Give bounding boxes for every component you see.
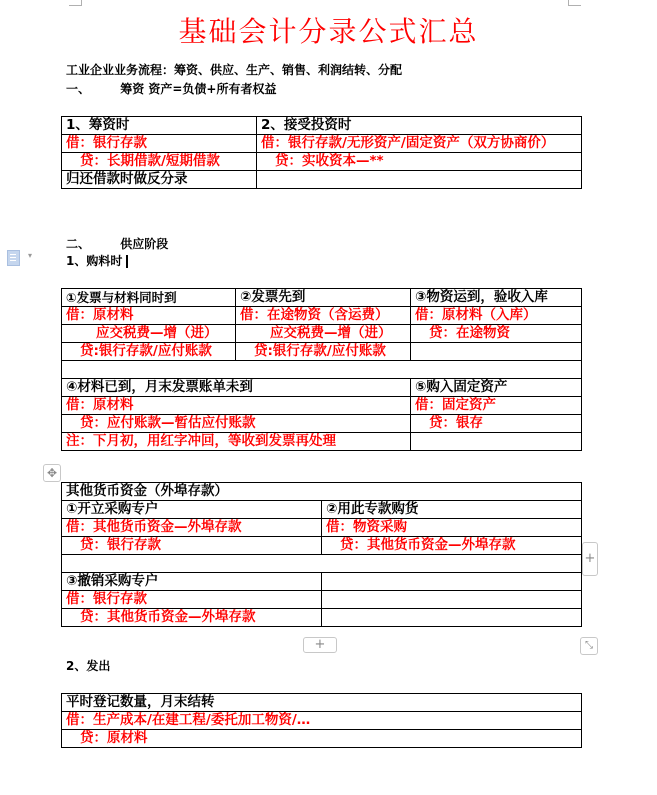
table-row [62, 361, 582, 379]
table-row [62, 153, 582, 171]
table-row [62, 289, 582, 307]
plus-icon: + [314, 637, 326, 652]
table-row [62, 573, 582, 591]
document-icon [7, 250, 20, 266]
table-row [62, 397, 582, 415]
page-corner-top-left [69, 0, 82, 6]
table-cell[interactable]: 贷:银行存款/应付账款 [236, 343, 411, 361]
table-cell[interactable]: 借：银行存款 [62, 591, 322, 609]
table-cell[interactable]: 借：银行存款 [62, 135, 257, 153]
table-cell[interactable]: 借：物资采购 [322, 519, 582, 537]
move-icon: ✥ [46, 466, 58, 480]
table-cell[interactable] [322, 591, 582, 609]
table-resize-handle[interactable] [580, 637, 598, 655]
table-cell[interactable]: 1、筹资时 [62, 117, 257, 135]
sub1-heading [66, 252, 128, 269]
table-row [62, 591, 582, 609]
table-row [62, 433, 582, 451]
table-row [62, 379, 582, 397]
table-row [62, 171, 582, 189]
table-cell[interactable]: 贷：实收资本—** [257, 153, 582, 171]
section1-number: 一、 [66, 82, 91, 96]
table-cell[interactable]: ①发票与材料同时到 [62, 289, 236, 307]
section1-text: 筹资 资产=负债+所有者权益 [120, 82, 277, 96]
table-cell-empty[interactable] [62, 555, 582, 573]
table-cell[interactable]: 贷：银行存款 [62, 537, 322, 555]
table-row [62, 415, 582, 433]
table-cell-empty[interactable] [62, 361, 582, 379]
table-cell[interactable]: 贷：银存 [411, 415, 582, 433]
table-row [62, 135, 582, 153]
issue-table [61, 693, 582, 748]
table-cell[interactable]: 注：下月初，用红字冲回，等收到发票再处理 [62, 433, 411, 451]
table-cell[interactable] [322, 573, 582, 591]
table-cell[interactable]: 借：其他货币资金—外埠存款 [62, 519, 322, 537]
table-cell[interactable]: 借：固定资产 [411, 397, 582, 415]
section2-number: 二、 [66, 237, 91, 251]
plus-icon: + [584, 551, 596, 566]
table-row [62, 730, 582, 748]
table-cell[interactable]: 平时登记数量，月末结转 [62, 694, 582, 712]
table-cell[interactable]: ⑤购入固定资产 [411, 379, 582, 397]
table-cell[interactable]: 贷：在途物资 [411, 325, 582, 343]
table-cell[interactable]: 应交税费—增（进） [62, 325, 236, 343]
text-cursor [126, 255, 128, 268]
table-row [62, 537, 582, 555]
table-cell[interactable]: 归还借款时做反分录 [62, 171, 257, 189]
table-cell[interactable] [411, 343, 582, 361]
sub1-heading-text: 1、购料时 [66, 254, 123, 268]
table-row [62, 307, 582, 325]
table-row [62, 483, 582, 501]
section2-heading [66, 235, 168, 252]
table-cell[interactable]: 贷：原材料 [62, 730, 582, 748]
add-column-button[interactable] [582, 542, 598, 576]
table-cell[interactable]: 借：原材料（入库） [411, 307, 582, 325]
document-title: 基础会计分录公式汇总 [178, 15, 479, 48]
table-cell[interactable]: ②用此专款购货 [322, 501, 582, 519]
table-cell[interactable]: ②发票先到 [236, 289, 411, 307]
section2-text: 供应阶段 [120, 237, 169, 251]
table-cell[interactable] [257, 171, 582, 189]
chevron-down-icon: ▾ [28, 251, 33, 260]
table-cell[interactable] [411, 433, 582, 451]
table-cell[interactable]: ③撤销采购专户 [62, 573, 322, 591]
table-cell[interactable]: 借：银行存款/无形资产/固定资产（双方协商价） [257, 135, 582, 153]
table-cell[interactable] [322, 609, 582, 627]
table-cell[interactable]: 贷:银行存款/应付账款 [62, 343, 236, 361]
page-corner-top-right [568, 0, 581, 6]
table-row [62, 325, 582, 343]
table-move-handle[interactable] [43, 464, 61, 482]
section1-heading [66, 80, 277, 97]
table-cell[interactable]: ④材料已到，月末发票账单未到 [62, 379, 411, 397]
table-row [62, 519, 582, 537]
table-row [62, 555, 582, 573]
table-cell[interactable]: 借：在途物资（含运费） [236, 307, 411, 325]
table-cell[interactable]: ①开立采购专户 [62, 501, 322, 519]
financing-table [61, 116, 582, 189]
sub2-heading: 2、发出 [66, 659, 111, 673]
table-cell[interactable]: 2、接受投资时 [257, 117, 582, 135]
table-cell[interactable]: 贷：其他货币资金—外埠存款 [322, 537, 582, 555]
table-cell[interactable]: 借：生产成本/在建工程/委托加工物资/… [62, 712, 582, 730]
table-row [62, 501, 582, 519]
table-row [62, 694, 582, 712]
add-row-button[interactable] [303, 637, 337, 653]
table-row [62, 712, 582, 730]
resize-icon: ⤡ [585, 640, 593, 651]
table-cell[interactable]: 借：原材料 [62, 307, 236, 325]
table-row [62, 117, 582, 135]
other-funds-table [61, 482, 582, 627]
table-cell[interactable]: 贷：长期借款/短期借款 [62, 153, 257, 171]
table-cell[interactable]: 其他货币资金（外埠存款） [62, 483, 582, 501]
table-cell[interactable]: 贷：其他货币资金—外埠存款 [62, 609, 322, 627]
table-cell[interactable]: 借：原材料 [62, 397, 411, 415]
table-cell[interactable]: 应交税费—增（进） [236, 325, 411, 343]
purchase-table [61, 288, 582, 451]
table-row [62, 343, 582, 361]
process-line: 工业企业业务流程：筹资、供应、生产、销售、利润结转、分配 [66, 63, 403, 77]
paste-options-button[interactable] [6, 250, 36, 266]
table-row [62, 609, 582, 627]
table-cell[interactable]: ③物资运到，验收入库 [411, 289, 582, 307]
table-cell[interactable]: 贷：应付账款—暂估应付账款 [62, 415, 411, 433]
